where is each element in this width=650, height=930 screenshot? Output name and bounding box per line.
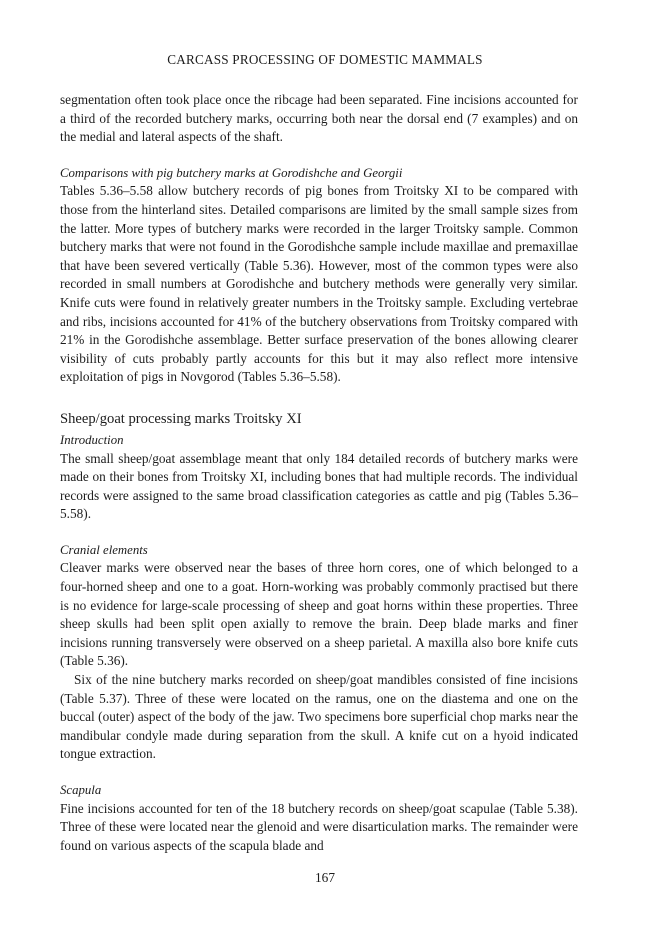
- cranial-paragraph-2: Six of the nine butchery marks recorded on sheep/goat mandibles consisted of fine incisions (Table 5.37). Three of these were located on the ramus, one on the diastema and one on the buccal (outer) aspect of the body of the jaw. Two specimens bore superficial chop marks near the mandibular condyle made during separation from the skull. A knife cut on a hyoid indicated tongue extraction.: [60, 672, 578, 762]
- intro-continuation-paragraph: segmentation often took place once the ribcage had been separated. Fine incisions accounted for a third of the recorded butchery marks, occurring both near the dorsal end (7 examples) and on the medial and lateral aspects of the shaft.: [60, 92, 578, 145]
- cranial-paragraph-1: Cleaver marks were observed near the bases of three horn cores, one of which belonged to a four-horned sheep and one to a goat. Horn-working was probably commonly practised but there is no evidence for large-scale processing of sheep and goat horns within these properties. Three sheep skulls had been split open axially to remove the brain. Deep blade marks and finer incisions running transversely were observed on a sheep parietal. A maxilla also bore knife cuts (Table 5.36).: [60, 560, 578, 669]
- running-head: CARCASS PROCESSING OF DOMESTIC MAMMALS: [167, 52, 483, 67]
- comparisons-paragraph: Tables 5.36–5.58 allow butchery records of pig bones from Troitsky XI to be compared with those from the hinterland sites. Detailed comparisons are limited by the small sample sizes from the latter. More types of butchery marks were recorded in the larger Troitsky sample. Common butchery marks that were not found in the Gorodishche sample include maxillae and premaxillae that have been severed vertically (Table 5.36). However, most of the common types were also recorded in small numbers at Gorodishche and butchery methods were generally very similar. Knife cuts were found in relatively greater numbers in the Troitsky sample. Excluding vertebrae and ribs, incisions accounted for 41% of the butchery observations from Troitsky compared with 21% in the Gorodishche assemblage. Better surface preservation of the bones allowing clearer visibility of cuts probably partly accounts for this but it may also reflect more intensive exploitation of pigs in Novgorod (Tables 5.36–5.58).: [60, 183, 578, 385]
- page-number: 167: [315, 870, 335, 885]
- scapula-paragraph: Fine incisions accounted for ten of the 18 butchery records on sheep/goat scapulae (Table 5.38). Three of these were located near the glenoid and were disarticulation marks. The remainder were found on various aspects of the scapula blade and: [60, 800, 578, 853]
- introduction-paragraph: The small sheep/goat assemblage meant that only 184 detailed records of butchery marks were made on their bones from Troitsky XI, including bones that had multiple records. The individual records were assigned to the same broad classification categories as cattle and pig (Tables 5.36–5.58).: [60, 450, 578, 522]
- introduction-subheading: Introduction: [60, 432, 124, 447]
- cranial-subheading: Cranial elements: [60, 542, 148, 557]
- body-text: [60, 91, 578, 855]
- comparisons-subheading: Comparisons with pig butchery marks at Gorodishche and Georgii: [60, 165, 403, 180]
- section-heading: Sheep/goat processing marks Troitsky XI: [60, 410, 302, 427]
- scapula-subheading: Scapula: [60, 783, 102, 797]
